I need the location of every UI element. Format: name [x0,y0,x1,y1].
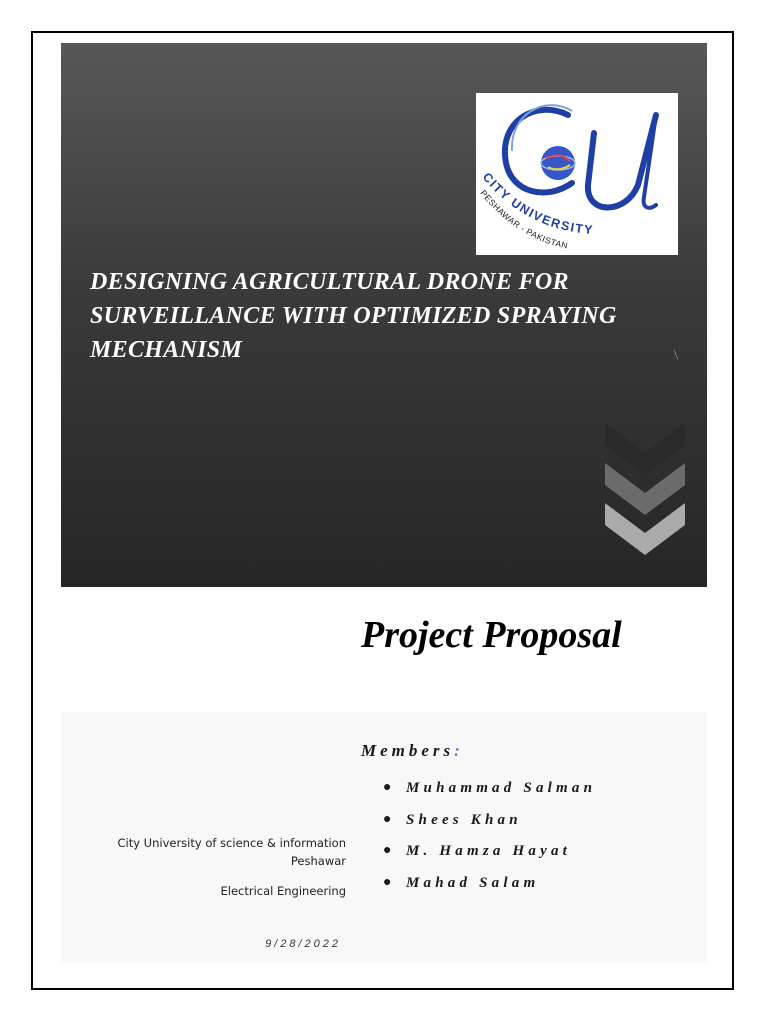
project-title: DESIGNING AGRICULTURAL DRONE FOR SURVEILLANCE WITH OPTIMIZED SPRAYING MECHANISM [90,269,617,363]
document-heading: Project Proposal [361,614,622,656]
city-university-logo-graphic [476,93,678,255]
members-label [361,741,464,761]
cover-banner [61,43,707,587]
members-label-colon: : [454,741,464,760]
members-label-text: Members [361,741,455,760]
logo-university-name: CITY UNIVERSITY [479,169,595,238]
university-logo [476,93,678,255]
stray-mark: \ [674,348,678,363]
member-name: Muhammad Salman [406,780,597,796]
member-name: M. Hamza Hayat [406,843,572,859]
chevron-down-decoration-icon [605,423,685,568]
document-date: 9/28/2022 [265,938,341,950]
bullet-icon: ● [383,780,392,795]
logo-location: PESHAWAR - PAKISTAN [478,187,570,251]
institution-name: City University of science & information Peshawar [117,836,346,868]
bullet-icon: ● [383,811,392,827]
info-panel [61,712,707,963]
bullet-icon: ● [383,843,392,858]
member-name: Mahad Salam [406,874,540,891]
department-name: Electrical Engineering [220,884,346,898]
member-name: Shees Khan [406,811,522,828]
chevron-down-icon [605,423,685,475]
bullet-icon: ● [383,874,392,890]
